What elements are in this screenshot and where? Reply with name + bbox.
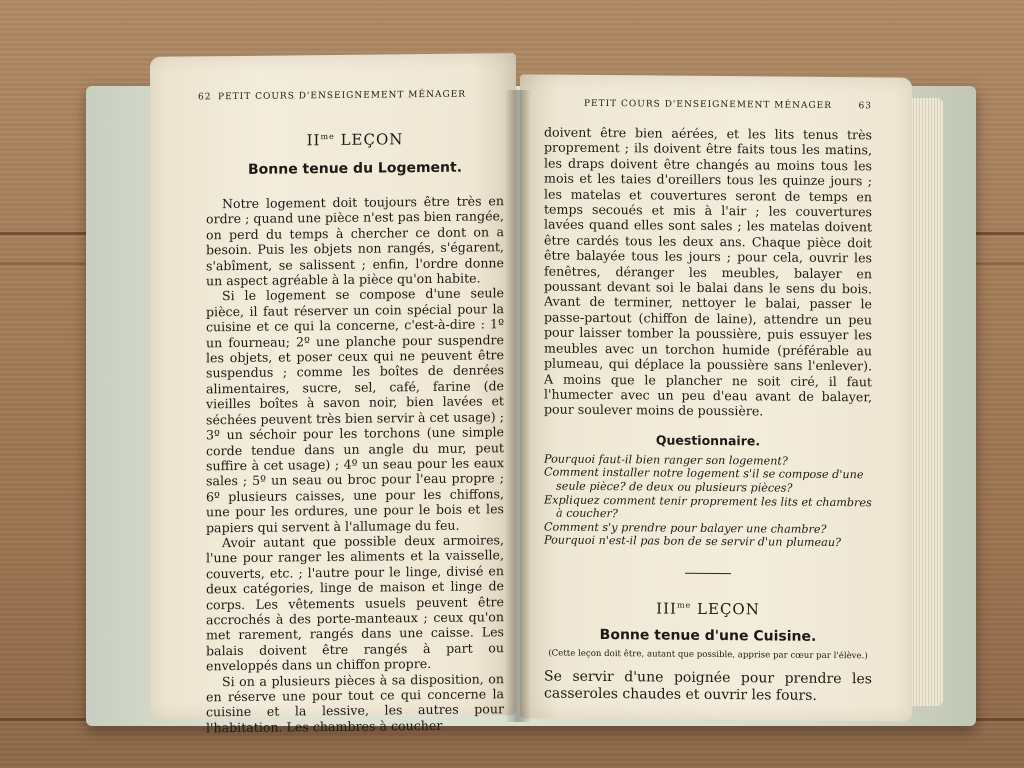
- question: Comment installer notre logement s'il se compose d'une seule pièce? de deux ou plusieurs pièces?: [544, 465, 864, 495]
- questionnaire-title: Questionnaire.: [655, 432, 761, 449]
- left-page: [150, 53, 516, 736]
- question: Pourquoi faut-il bien ranger son logement?: [544, 452, 788, 468]
- question: Expliquez comment tenir proprement les lits et chambres à coucher?: [544, 492, 872, 521]
- question: Comment s'y prendre pour balayer une chambre?: [544, 520, 827, 536]
- paragraph: Avoir autant que possible deux armoires, l'une pour ranger les aliments et la vaisselle, couverts, etc. ; l'autre pour le linge, divisé en deux catégories, linge de maison et linge de corps. Les vêtements usuels peuvent être accrochés à des porte-manteaux ; ceux qu'on met rarement, rangés dans une caisse. Les balais doivent être rangés à part ou enveloppés dans un chiffon propre.: [206, 532, 504, 674]
- lesson-subtitle: Bonne tenue d'une Cuisine.: [599, 626, 817, 645]
- paragraph: doivent être bien aérées, et les lits tenus très proprement ; ils doivent être faits tous les matins, les draps doivent être changés au moins tous les mois et les taies d'oreillers tous les quinze jours ; les matelas et couvertures seront de temps en temps secoués et mis à l'air ; les couvertures lavées quand elles sont sales ; les matelas doivent être cardés tous les deux ans. Chaque pièce doit être balayée tous les jours ; pour cela, ouvrir les fenêtres, déranger les meubles, balayer en poussant devant soi le balai dans le sens du bois. Avant de terminer, nettoyer le balai, passer le passe-partout (chiffon de laine), attendre un peu pour laisser tomber la poussière, puis essuyer les meubles avec un torchon humide (préférable au plumeau, qui déplace la poussière sans l'enlever). A moins que le plancher ne soit ciré, il faut l'humecter avec un peu d'eau avant de balayer, pour soulever moins de poussière.: [544, 124, 872, 419]
- paragraph: Si on a plusieurs pièces à sa disposition, on en réserve une pour tout ce qui concerne la cuisine et la lessive, les autres pour l'habitation. Les chambres à coucher: [206, 670, 504, 736]
- book-gutter: [505, 90, 531, 722]
- lesson-title: $III^{me}$ LEÇON: [656, 599, 760, 619]
- running-head-left: [198, 89, 488, 102]
- lesson-body: [544, 668, 872, 705]
- page-number: 63: [858, 101, 872, 112]
- lesson-body: [206, 193, 504, 735]
- lesson-title: $II^{me}$ LEÇON: [306, 130, 404, 150]
- question: Pourquoi n'est-il pas bon de se servir d'un plumeau?: [544, 533, 842, 550]
- paragraph: Se servir d'une poignée pour prendre les casseroles chaudes et ouvrir les fours.: [544, 668, 872, 704]
- lesson-note: (Cette leçon doit être, autant que possible, apprise par cœur par l'élève.): [548, 648, 868, 662]
- right-page: [520, 74, 912, 721]
- running-head-right: [550, 99, 872, 112]
- right-page-content: [544, 124, 872, 705]
- lesson-body: [544, 124, 872, 420]
- paragraph: Notre logement doit toujours être très en ordre ; quand une pièce n'est pas bien rangée, on perd du temps à chercher ce dont on a besoin. Puis les objets non rangés, s'égarent, s'abîment, se salissent ; enfin, l'ordre donne un aspect agréable à la pièce qu'on habite.: [206, 193, 504, 289]
- left-page-content: [206, 129, 504, 735]
- section-divider: [685, 573, 731, 574]
- lesson-subtitle: Bonne tenue du Logement.: [247, 159, 463, 178]
- paragraph: Si le logement se compose d'une seule pièce, il faut réserver un coin spécial pour la cuisine et ce qui la concerne, c'est-à-dire : 1º un fourneau; 2º une planche pour suspendre les objets, et poser ceux qui ne peuvent être suspendus ; comme les boîtes de denrées alimentaires, sucre, sel, café, farine (de vieilles boîtes à savon noir, bien lavées et séchées peuvent très bien servir à cet usage) ; 3º un séchoir pour les torchons (une simple corde tendue dans un angle du mur, peut suffire à cet usage) ; 4º un seau pour les eaux sales ; 5º un seau ou broc pour l'eau propre ; 6º plusieurs caisses, une pour les chiffons, une pour les ordures, une pour le bois et les papiers qui servent à l'allumage du feu.: [206, 285, 504, 535]
- running-head-text: PETIT COURS D'ENSEIGNEMENT MÉNAGER: [218, 89, 466, 103]
- running-head-text: PETIT COURS D'ENSEIGNEMENT MÉNAGER: [584, 98, 832, 112]
- page-number: 62: [198, 92, 212, 103]
- questionnaire-list: [544, 452, 872, 550]
